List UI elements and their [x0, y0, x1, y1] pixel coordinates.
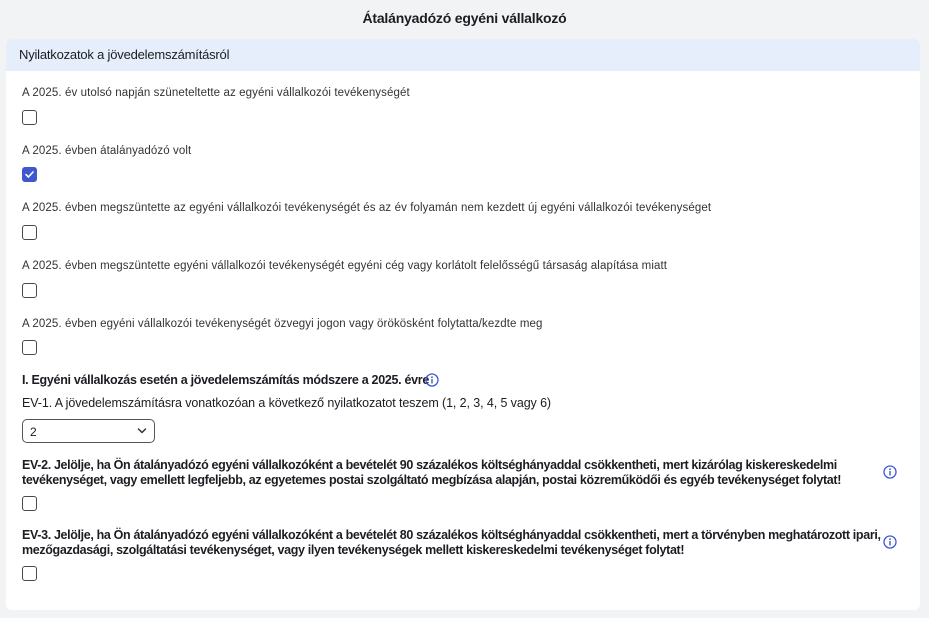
info-icon[interactable] — [883, 465, 897, 479]
ev3-text: EV-3. Jelölje, ha Ön átalányadózó egyéni vállalkozóként a bevételét 80 százalékos költséghányaddal csökkentheti, mert a törvényben meghatározott ipari, mezőgazdasági, szolgáltatási tevékenységet, vagy ilyen tevékenységek mellett kiskereskedelmi tevékenységet folytat! — [22, 528, 881, 557]
ev2-text: EV-2. Jelölje, ha Ön átalányadózó egyéni vállalkozóként a bevételét 90 százalékos költséghányaddal csökkentheti, mert kizárólag kiskereskedelmi tevékenységet, vagy emellett legfeljebb, az egyetemes postai szolgáltató megbízása alapján, postai közreműködői és egyéb tevékenységet folytat! — [22, 458, 842, 487]
declaration-checkbox-3[interactable] — [22, 283, 37, 298]
declaration-label-2: A 2025. évben megszüntette az egyéni vállalkozói tevékenységét és az év folyamán nem kezdett új egyéni vállalkozói tevékenységet — [22, 202, 712, 214]
declarations-card — [6, 39, 920, 610]
ev3-checkbox[interactable] — [22, 566, 37, 581]
section-header: Nyilatkozatok a jövedelemszámításról — [6, 39, 920, 71]
declaration-checkbox-4[interactable] — [22, 340, 37, 355]
ev2-checkbox[interactable] — [22, 496, 37, 511]
ev1-select[interactable] — [22, 419, 155, 443]
check-icon — [24, 169, 35, 180]
info-icon[interactable] — [425, 373, 439, 387]
declaration-checkbox-2[interactable] — [22, 225, 37, 240]
declaration-label-4: A 2025. évben egyéni vállalkozói tevékenységét özvegyi jogon vagy örökösként folytatta/kezdte meg — [22, 318, 543, 330]
declaration-label-1: A 2025. évben átalányadózó volt — [22, 145, 192, 157]
ev1-label: EV-1. A jövedelemszámításra vonatkozóan a következő nyilatkozatot teszem (1, 2, 3, 4, 5 vagy 6) — [22, 396, 551, 410]
declaration-label-3: A 2025. évben megszüntette egyéni vállalkozói tevékenységét egyéni cég vagy korlátolt felelősségű társaság alapítása miatt — [22, 260, 668, 272]
page-title: Átalányadózó egyéni vállalkozó — [362, 10, 567, 26]
ev1-selected-value: 2 — [30, 425, 37, 439]
declaration-checkbox-0[interactable] — [22, 110, 37, 125]
chevron-down-icon — [137, 427, 147, 435]
method-section-title: I. Egyéni vállalkozás esetén a jövedelemszámítás módszere a 2025. évre — [22, 373, 430, 387]
declaration-checkbox-1[interactable] — [22, 167, 37, 182]
info-icon[interactable] — [883, 535, 897, 549]
declaration-label-0: A 2025. év utolsó napján szüneteltette az egyéni vállalkozói tevékenységét — [22, 87, 410, 99]
